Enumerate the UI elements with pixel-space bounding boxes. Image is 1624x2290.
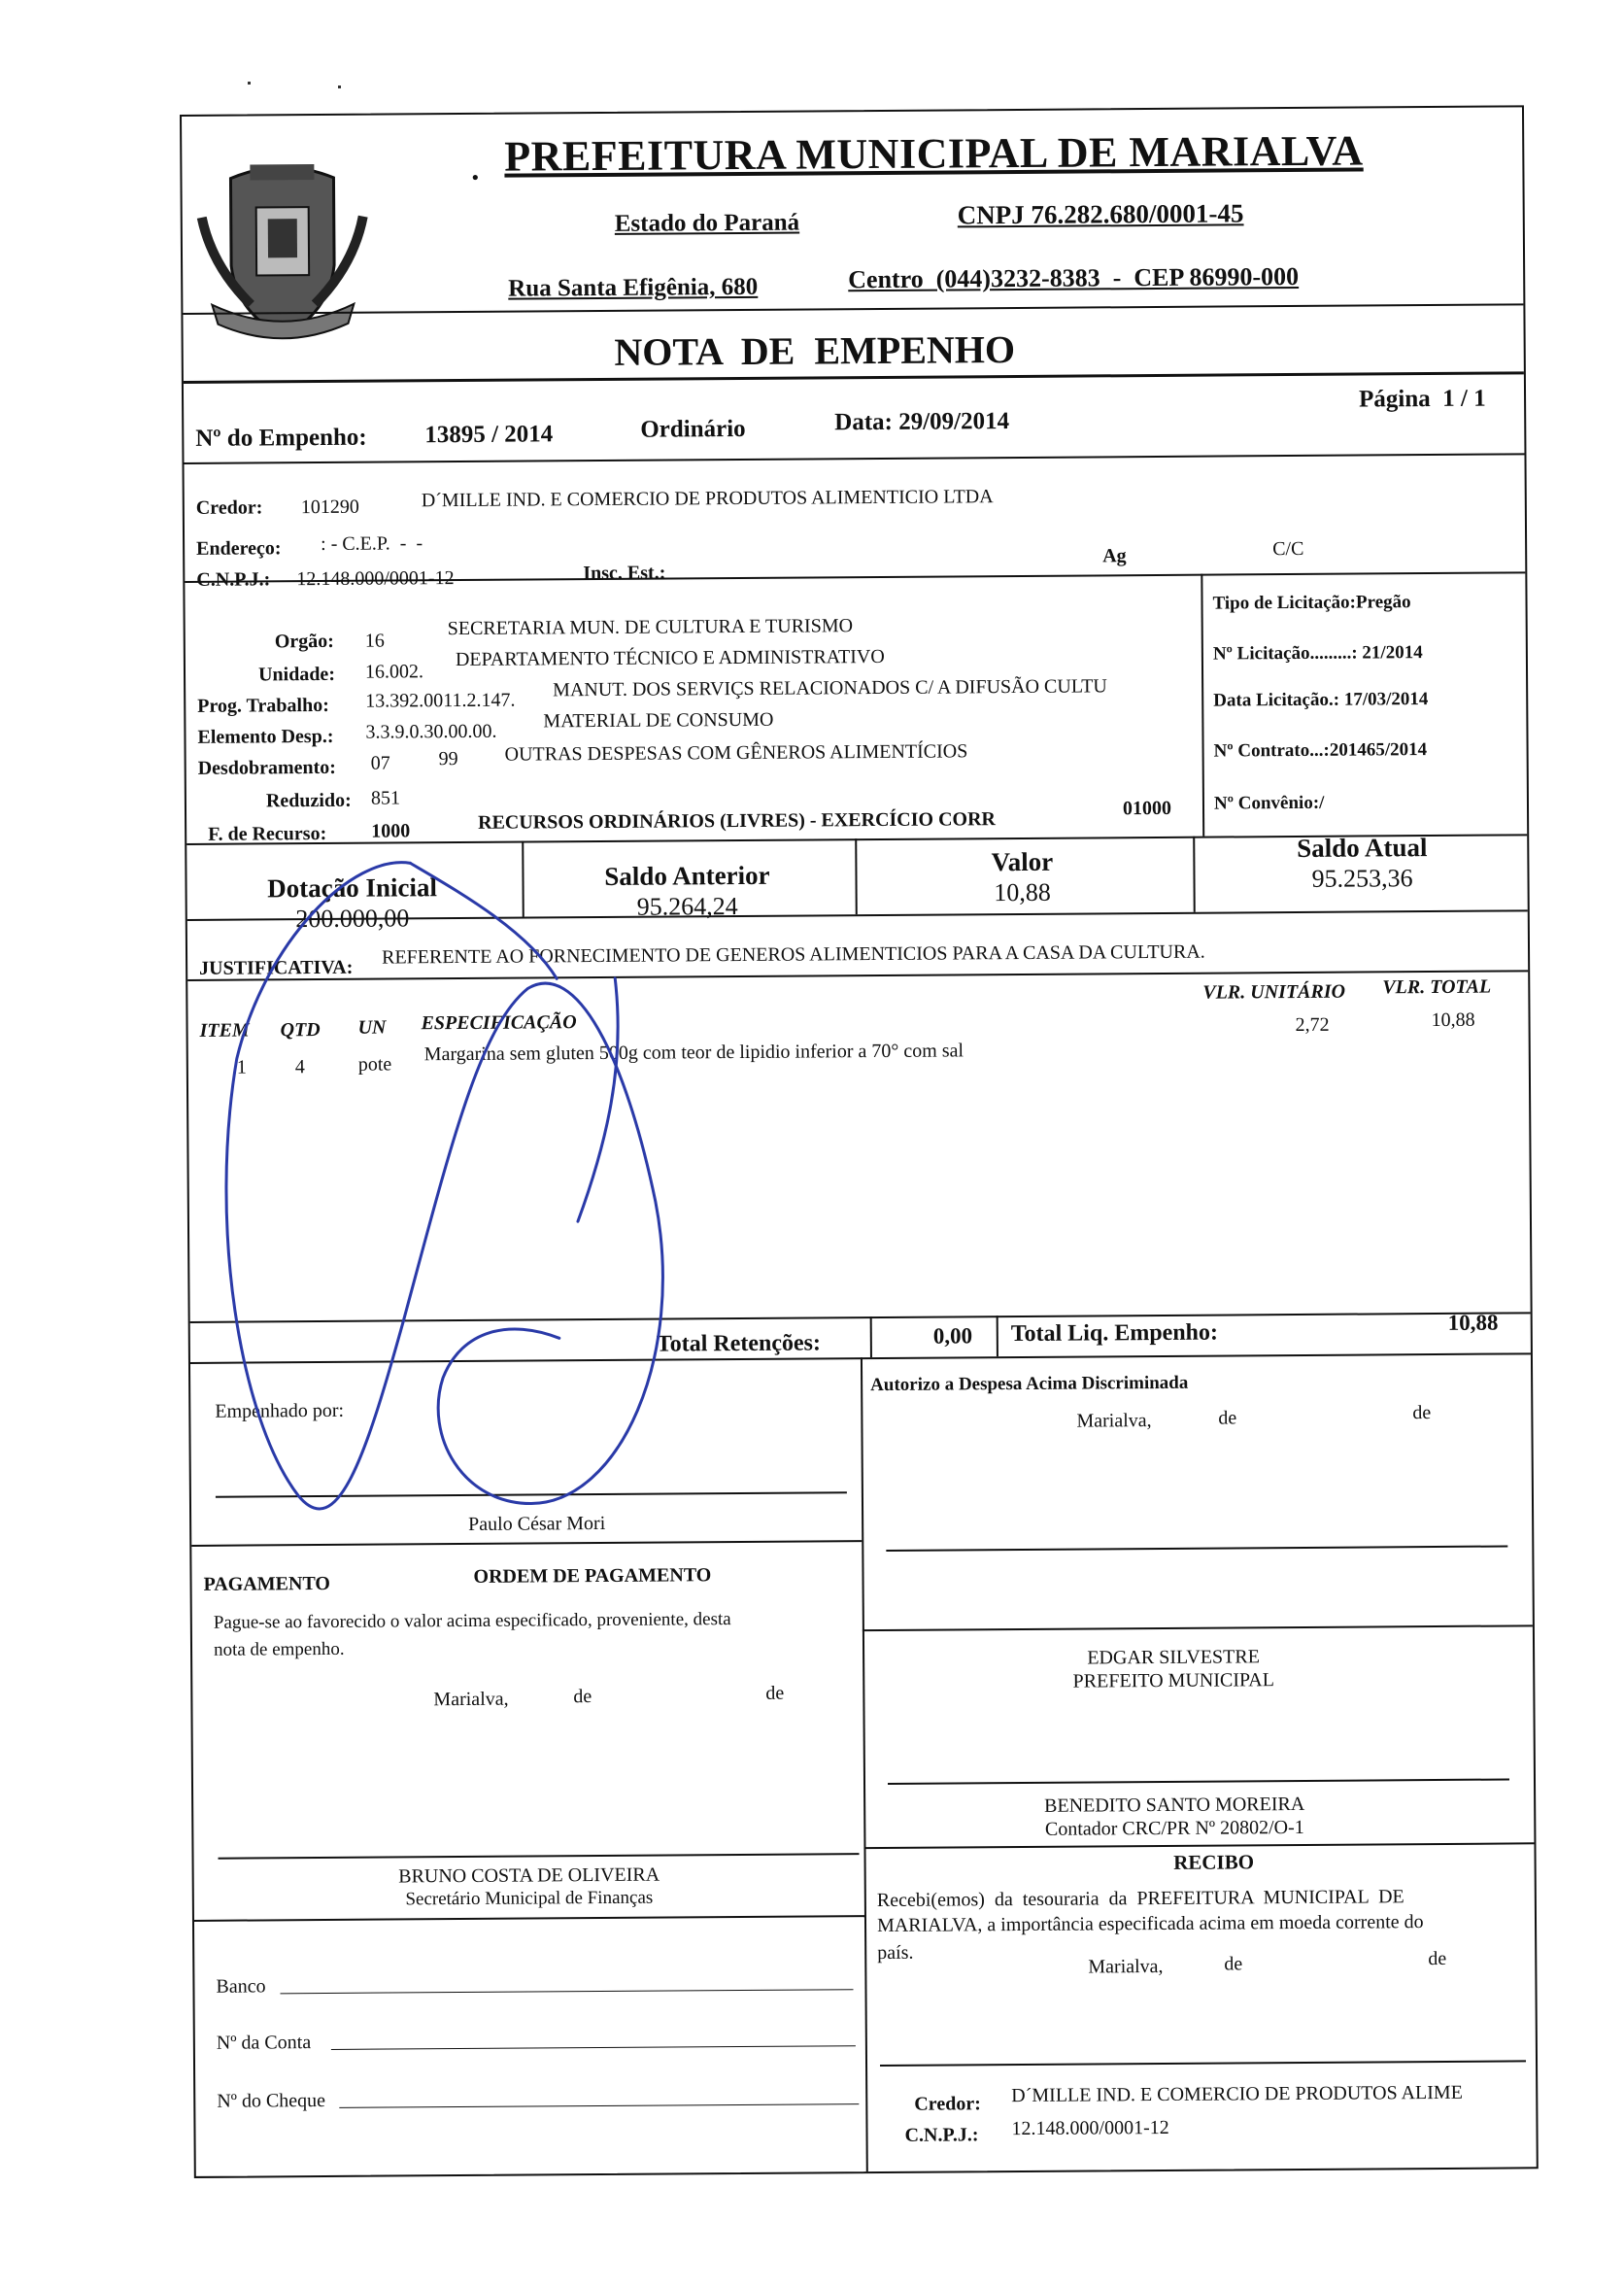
fonte-recurso-number: 01000: [1122, 797, 1172, 820]
rule: [861, 1357, 868, 2171]
numero-convenio: Nº Convênio:/: [1213, 792, 1325, 814]
rule: [184, 453, 1524, 464]
rule: [997, 1316, 998, 1356]
orgao-label: Orgão:: [274, 630, 334, 653]
rule: [863, 1842, 1534, 1849]
numero-contrato: Nº Contrato...:201465/2014: [1213, 739, 1428, 762]
retencoes-label: Total Retenções:: [656, 1330, 822, 1357]
fonte-recurso-label: F. de Recurso:: [208, 822, 327, 845]
district-phone-cep: Centro (044)3232-8383 - CEP 86990-000: [848, 261, 1300, 294]
rule: [1201, 574, 1204, 837]
contador-name: BENEDITO SANTO MOREIRA: [1044, 1793, 1305, 1817]
credor-code: 101290: [300, 496, 359, 519]
item-total-value: 10,88: [1431, 1008, 1475, 1032]
conta-label: Nº da Conta: [216, 2032, 312, 2054]
cnpj-label: CNPJ 76.282.680/0001-45: [957, 198, 1244, 230]
empenhado-name: Paulo César Mori: [468, 1512, 606, 1535]
scan-speck: [338, 85, 341, 88]
secretario-title: Secretário Municipal de Finanças: [405, 1887, 654, 1910]
item-unit-value: 2,72: [1295, 1013, 1330, 1037]
orgao-name: SECRETARIA MUN. DE CULTURA E TURISMO: [447, 615, 854, 640]
recibo-cnpj: 12.148.000/0001-12: [1011, 2116, 1169, 2140]
valor-label: Valor: [991, 846, 1054, 877]
orgao-code: 16: [364, 630, 385, 652]
col-header-qtd: QTD: [280, 1019, 321, 1042]
autorizo-label: Autorizo a Despesa Acima Discriminada: [870, 1372, 1189, 1396]
col-header-total-value: VLR. TOTAL: [1382, 975, 1492, 999]
prog-code: 13.392.0011.2.147.: [365, 689, 516, 712]
recibo-credor-label: Credor:: [914, 2093, 981, 2115]
empenho-number-label: Nº do Empenho:: [195, 424, 367, 452]
desdobramento-code-2: 99: [438, 748, 458, 770]
autorizo-city: Marialva,: [1076, 1410, 1152, 1432]
page-number: Página 1 / 1: [1358, 385, 1486, 413]
prog-label: Prog. Trabalho:: [197, 694, 329, 717]
liquido-label: Total Liq. Empenho:: [1010, 1319, 1219, 1348]
data-licitacao: Data Licitação.: 17/03/2014: [1213, 689, 1429, 711]
recibo-text-1: Recebi(emos) da tesouraria da PREFEITURA MUNICIPAL DE: [876, 1886, 1404, 1912]
recibo-city: Marialva,: [1088, 1955, 1164, 1978]
insc-est-label: Insc. Est.:: [583, 562, 666, 585]
retencoes-value: 0,00: [932, 1323, 973, 1349]
rule: [194, 1915, 864, 1922]
elemento-label: Elemento Desp.:: [197, 725, 334, 748]
rule: [183, 303, 1523, 315]
state-label: Estado do Paraná: [614, 209, 800, 237]
saldo-anterior-value: 95.264,24: [636, 892, 738, 921]
recibo-title: RECIBO: [1173, 1850, 1255, 1874]
desdobramento-code-1: 07: [370, 752, 390, 774]
saldo-atual-label: Saldo Atual: [1297, 833, 1428, 863]
agency-label: Ag: [1102, 545, 1127, 567]
prog-name: MANUT. DOS SERVIÇS RELACIONADOS C/ A DIFUSÃO CULTU: [553, 675, 1107, 701]
saldo-atual-value: 95.253,36: [1311, 864, 1413, 893]
unidade-label: Unidade:: [257, 663, 336, 686]
registration-mark: •: [471, 164, 480, 189]
item-number: 1: [236, 1056, 247, 1078]
justificativa-text: REFERENTE AO FORNECIMENTO DE GENEROS ALIMENTICIOS PARA A CASA DA CULTURA.: [381, 940, 1205, 969]
recibo-cnpj-label: C.N.P.J.:: [904, 2124, 979, 2146]
empenho-number: 13895 / 2014: [424, 421, 554, 449]
unidade-name: DEPARTAMENTO TÉCNICO E ADMINISTRATIVO: [455, 645, 885, 671]
prefeito-title: PREFEITO MUNICIPAL: [1072, 1669, 1274, 1692]
cnpj-field-value: 12.148.000/0001-12: [296, 567, 455, 591]
autorizo-de-2: de: [1412, 1402, 1432, 1424]
address-value: : - C.E.P. - -: [321, 532, 423, 555]
autorizo-de-1: de: [1218, 1407, 1237, 1429]
signature-line: [880, 2060, 1526, 2067]
address-label: Endereço:: [196, 537, 282, 560]
fonte-recurso-name: RECURSOS ORDINÁRIOS (LIVRES) - EXERCÍCIO CORR: [478, 808, 997, 834]
rule: [1193, 837, 1196, 912]
numero-licitacao: Nº Licitação.........: 21/2014: [1212, 642, 1423, 665]
recibo-text-3: país.: [877, 1941, 914, 1965]
account-label: C/C: [1272, 537, 1304, 561]
ordem-pagamento-label: ORDEM DE PAGAMENTO: [473, 1564, 712, 1588]
recibo-text-2: MARIALVA, a importância especificada acima em moeda corrente do: [876, 1911, 1424, 1937]
cheque-label: Nº do Cheque: [217, 2090, 326, 2112]
reduzido-code: 851: [370, 787, 400, 809]
empenho-type: Ordinário: [640, 415, 746, 443]
dotacao-value: 200.000,00: [295, 904, 410, 934]
item-un: pote: [357, 1053, 392, 1076]
col-header-item: ITEM: [199, 1019, 250, 1042]
unidade-code: 16.002.: [364, 661, 424, 683]
signature-line: [886, 1545, 1507, 1551]
dotacao-label: Dotação Inicial: [267, 872, 438, 904]
secretario-name: BRUNO COSTA DE OLIVEIRA: [398, 1863, 660, 1888]
desdobramento-name: OUTRAS DESPESAS COM GÊNEROS ALIMENTÍCIOS: [504, 740, 968, 766]
pagamento-text-2: nota de empenho.: [213, 1638, 345, 1660]
pagamento-city: Marialva,: [433, 1688, 509, 1711]
signature-line: [888, 1778, 1509, 1784]
conta-line: [331, 2045, 856, 2050]
municipality-title: PREFEITURA MUNICIPAL DE MARIALVA: [504, 126, 1364, 181]
col-header-unit-value: VLR. UNITÁRIO: [1202, 980, 1346, 1004]
empenho-date: Data: 29/09/2014: [834, 408, 1010, 436]
street-address: Rua Santa Efigênia, 680: [508, 273, 759, 302]
cnpj-field-label: C.N.P.J.:: [196, 568, 271, 591]
recibo-de-1: de: [1224, 1953, 1243, 1975]
item-spec: Margarina sem gluten 500g com teor de lipidio inferior a 70° com sal: [423, 1040, 964, 1066]
valor-value: 10,88: [994, 877, 1051, 907]
cheque-line: [339, 2103, 859, 2108]
rule: [855, 838, 858, 914]
handwritten-signature: [205, 735, 755, 1535]
justificativa-label: JUSTIFICATIVA:: [199, 956, 354, 979]
elemento-code: 3.3.9.0.30.00.00.: [365, 720, 497, 743]
document-title: NOTA DE EMPENHO: [614, 327, 1016, 374]
nota-de-empenho-form: [180, 105, 1539, 2178]
credor-name: D´MILLE IND. E COMERCIO DE PRODUTOS ALIMENTICIO LTDA: [421, 486, 994, 512]
liquido-value: 10,88: [1447, 1310, 1499, 1335]
rule: [191, 1540, 862, 1547]
recibo-de-2: de: [1428, 1947, 1447, 1970]
credor-label: Credor:: [195, 496, 263, 519]
rule: [870, 1316, 872, 1357]
scan-speck: [248, 82, 251, 85]
empenhado-label: Empenhado por:: [215, 1399, 345, 1422]
rule: [184, 371, 1524, 384]
pagamento-label: PAGAMENTO: [203, 1572, 331, 1595]
banco-label: Banco: [216, 1975, 266, 1998]
pagamento-de-1: de: [573, 1686, 592, 1708]
rule: [863, 1624, 1533, 1631]
pagamento-text-1: Pague-se ao favorecido o valor acima especificado, proveniente, desta: [213, 1609, 731, 1633]
item-qtd: 4: [294, 1056, 305, 1078]
col-header-spec: ESPECIFICAÇÃO: [421, 1011, 577, 1035]
recibo-credor-name: D´MILLE IND. E COMERCIO DE PRODUTOS ALIME: [1011, 2081, 1463, 2107]
signature-line: [219, 1853, 860, 1860]
reduzido-label: Reduzido:: [265, 789, 352, 812]
fonte-recurso-code: 1000: [371, 820, 411, 842]
contador-title: Contador CRC/PR Nº 20802/O-1: [1044, 1816, 1304, 1840]
prefeito-name: EDGAR SILVESTRE: [1087, 1646, 1260, 1669]
saldo-anterior-label: Saldo Anterior: [604, 860, 770, 891]
elemento-name: MATERIAL DE CONSUMO: [543, 708, 774, 733]
tipo-licitacao: Tipo de Licitação:Pregão: [1212, 592, 1411, 614]
col-header-un: UN: [357, 1016, 387, 1039]
pagamento-de-2: de: [765, 1682, 785, 1704]
banco-line: [280, 1989, 853, 1994]
desdobramento-label: Desdobramento:: [197, 756, 336, 779]
